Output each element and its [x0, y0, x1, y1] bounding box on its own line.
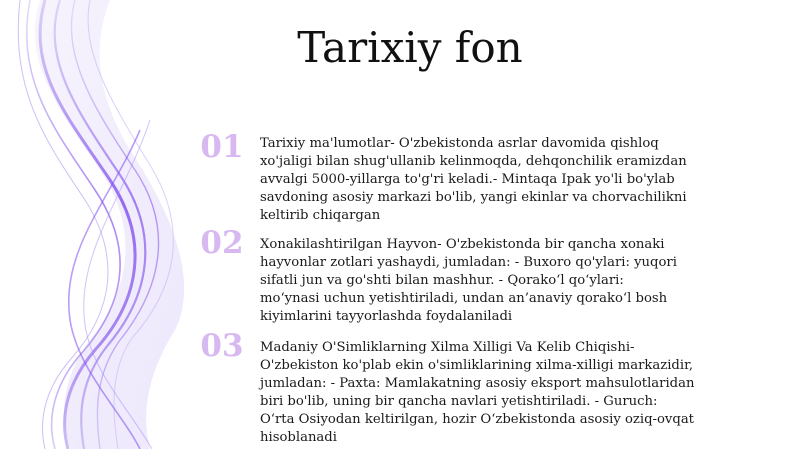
item-text-02	[260, 236, 746, 326]
item-03-line: jumladan: - Paxta: Mamlakatning asosiy eksport mahsulotlaridan	[260, 376, 695, 391]
slide-title: Tarixiy fon	[297, 23, 523, 72]
item-02-line: hayvonlar zotlari yashaydi, jumladan: - Buxoro qo'ylari: yuqori	[260, 255, 677, 270]
item-text-01	[260, 135, 746, 225]
item-03-line: Madaniy O'Simliklarning Xilma Xilligi Va Kelib Chiqishi-	[260, 340, 635, 355]
item-02-line: Xonakilashtirilgan Hayvon- O'zbekistonda bir qancha xonaki	[260, 237, 665, 252]
item-02-line: mo‘ynasi uchun yetishtiriladi, undan an’anaviy qorako‘l bosh	[260, 291, 668, 306]
item-number-02: 02	[200, 225, 244, 261]
item-02-line: kiyimlarini tayyorlashda foydalaniladi	[260, 309, 513, 324]
item-03-line: O‘rta Osiyodan keltirilgan, hozir O‘zbekistonda asosiy oziq-ovqat	[260, 412, 694, 427]
item-01-line: savdoning asosiy markazi bo'lib, yangi ekinlar va chorvachilikni	[260, 190, 687, 205]
item-01-line: xo'jaligi bilan shug'ullanib kelinmoqda, dehqonchilik eramizdan	[260, 154, 687, 169]
item-01-line: keltirib chiqargan	[260, 208, 381, 223]
item-text-03	[260, 339, 746, 447]
purple-smoke-ribbon-decoration	[0, 0, 200, 449]
item-03-line: biri bo'lib, uning bir qancha navlari yetishtiriladi. - Guruch:	[260, 394, 658, 409]
item-01-line: avvalgi 5000-yillarga to'g'ri keladi.- Mintaqa Ipak yo'li bo'ylab	[260, 172, 675, 187]
item-number-01: 01	[200, 129, 244, 165]
item-03-line: hisoblanadi	[260, 430, 337, 445]
item-01-line: Tarixiy ma'lumotlar- O'zbekistonda asrlar davomida qishloq	[260, 136, 659, 151]
item-02-line: sifatli jun va go'shti bilan mashhur. - Qorako‘l qo‘ylari:	[260, 273, 624, 288]
item-03-line: O'zbekiston ko'plab ekin o'simliklarining xilma-xilligi markazidir,	[260, 358, 694, 373]
item-number-03: 03	[200, 328, 244, 364]
